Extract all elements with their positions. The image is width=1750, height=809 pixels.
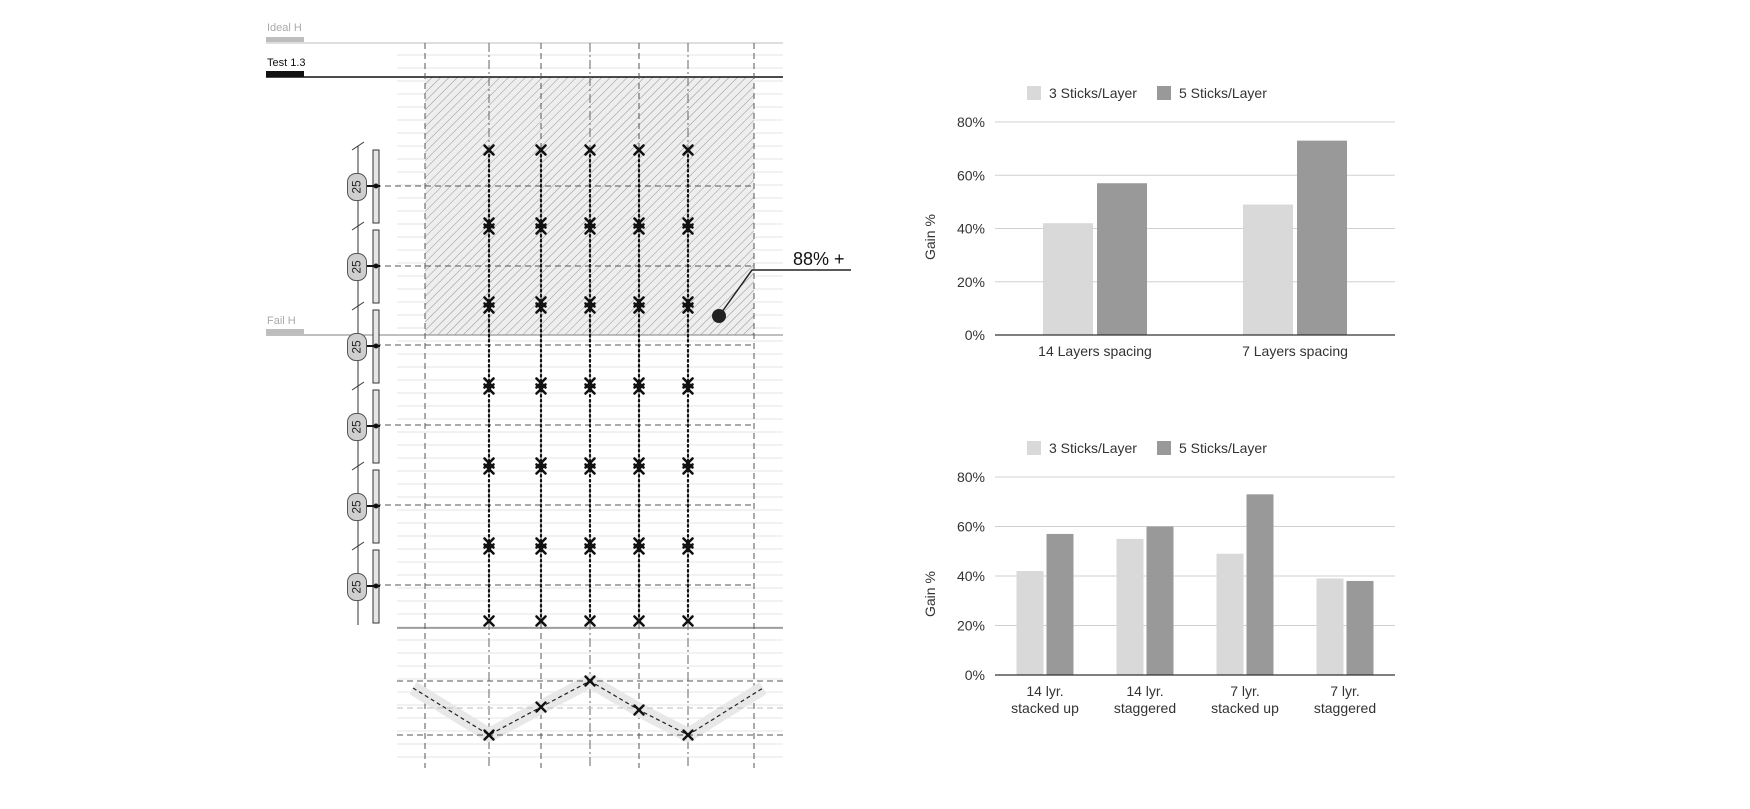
y-tick-label: 20% <box>956 617 985 634</box>
spacing-rulers <box>352 142 380 625</box>
test-label: Test 1.3 <box>267 57 306 69</box>
legend-label: 3 Sticks/Layer <box>1049 440 1137 456</box>
bar <box>1147 527 1174 676</box>
fail-label: Fail H <box>267 315 296 327</box>
bar <box>1317 578 1344 675</box>
y-tick-label: 40% <box>956 568 985 584</box>
bar <box>1047 534 1074 675</box>
bar <box>1017 571 1044 675</box>
ideal-bar <box>266 37 304 42</box>
category-label: 7 lyr. <box>1330 683 1360 699</box>
bar <box>1297 141 1347 335</box>
spacing-label: 25 <box>347 333 367 361</box>
spacing-label: 25 <box>347 173 367 201</box>
y-tick-label: 40% <box>956 220 985 237</box>
spacing-label: 25 <box>347 573 367 601</box>
chart-bottom <box>900 425 1420 755</box>
category-label: stacked up <box>1011 700 1079 716</box>
y-tick-label: 60% <box>956 167 985 184</box>
ideal-label: Ideal H <box>267 22 302 34</box>
chart-top <box>900 70 1420 370</box>
category-label: 7 lyr. <box>1230 683 1260 699</box>
bar <box>1243 205 1293 335</box>
test-bar <box>266 71 304 77</box>
layer-diagram <box>0 0 870 809</box>
chart-bottom-plot <box>900 425 1420 755</box>
category-label: staggered <box>1313 700 1377 716</box>
spacing-label: 25 <box>347 413 367 441</box>
y-tick-label: 0% <box>964 667 985 683</box>
bar <box>1247 494 1274 675</box>
y-tick-label: 80% <box>956 114 985 130</box>
bar <box>1347 581 1374 675</box>
y-tick-label: 20% <box>956 273 985 290</box>
fail-bar <box>266 329 304 334</box>
spacing-label: 25 <box>347 253 367 281</box>
legend-label: 5 Sticks/Layer <box>1178 440 1267 456</box>
category-label: 14 lyr. <box>1126 683 1164 699</box>
y-tick-label: 0% <box>964 327 985 343</box>
chart-top-ylabel: Gain % <box>922 214 938 260</box>
category-label: 7 Layers spacing <box>1242 343 1348 359</box>
category-label: 14 Layers spacing <box>1038 343 1152 359</box>
spacing-label: 25 <box>347 493 367 521</box>
category-label: stacked up <box>1211 700 1279 716</box>
bar <box>1097 183 1147 335</box>
legend-label: 5 Sticks/Layer <box>1178 85 1267 101</box>
chart-top-plot <box>900 70 1420 370</box>
bar <box>1117 539 1144 675</box>
gain-callout: 88% + <box>793 249 845 269</box>
category-label: 14 lyr. <box>1026 683 1064 699</box>
bar <box>1217 554 1244 675</box>
category-label: staggered <box>1113 700 1177 716</box>
y-tick-label: 80% <box>956 469 985 485</box>
bar <box>1043 223 1093 335</box>
chart-bottom-ylabel: Gain % <box>922 571 938 617</box>
y-tick-label: 60% <box>956 518 985 535</box>
legend-label: 3 Sticks/Layer <box>1049 85 1137 101</box>
